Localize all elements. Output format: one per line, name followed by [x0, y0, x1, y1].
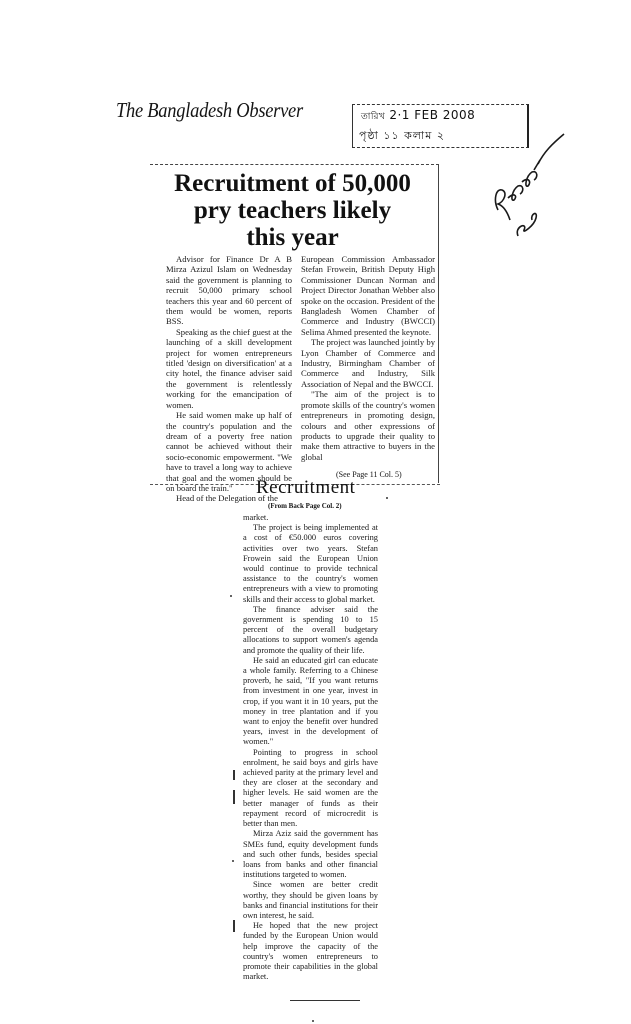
paragraph: European Commission Ambassador Stefan Frowein, British Deputy High Commissioner Duncan Norman and Project Director Jonathan Webber also spoke on the occasion. President of the Bangladesh Women Chamber of Commerce and Industry (BWCCI) Selima Ahmed presented the keynote. — [301, 254, 435, 337]
paragraph: He said an educated girl can educate a whole family. Referring to a Chinese proverb, he said, "If you want returns from investment in one year, invest in crop, if you want it in 10 years, put the money in tree plantation and if you want to enjoy the benefit over hundred years, invest in the development of women." — [243, 655, 378, 747]
headline-line: this year — [246, 224, 339, 251]
paragraph: Advisor for Finance Dr A B Mirza Azizul Islam on Wednesday said the government is planning to recruit 50,000 primary school teachers this year and 60 percent of them would be women, reports BSS. — [166, 254, 292, 327]
paragraph: He said women make up half of the country's population and the dream of a poverty free nation cannot be achieved without their socio-economic empowerment. "We have to travel a long way to achieve that goal and the women should be on board the train." — [166, 410, 292, 493]
scan-speck — [230, 595, 232, 597]
continued-from-line: (From Back Page Col. 2) — [268, 502, 342, 510]
end-rule — [290, 1000, 360, 1001]
scan-speck — [386, 497, 388, 499]
article-headline — [140, 170, 445, 251]
paragraph: market. — [243, 513, 269, 522]
handwritten-signature — [488, 130, 568, 240]
stamp-date-label: তারিখ — [361, 112, 386, 122]
stamp-column-label: কলাম — [404, 129, 433, 142]
paragraph: Speaking as the chief guest at the launching of a skill development project for women entrepreneurs titled 'design on diversification' at a city hotel, the finance adviser said the government is relentlessly working for the emancipation of women. — [166, 326, 292, 410]
continuation-title: Recruitment — [256, 477, 356, 498]
paragraph: Pointing to progress in school enrolment, he said boys and girls have achieved parity at the primary level and they are closer at the secondary and higher levels. He said women are the better manager of funds as their repayment record of microcredit is better than men. — [243, 747, 378, 829]
stamp-column: ২ — [436, 129, 445, 142]
scan-mark — [233, 920, 235, 932]
paragraph: The finance adviser said the government is spending 10 to 15 percent of the overall budgetary allocations to support women's agenda and promote the quality of their life. — [243, 604, 378, 655]
paragraph: Since women are better credit worthy, they should be given loans by banks and financial institutions for their own interest, he said. — [243, 880, 378, 920]
paragraph: He hoped that the new project funded by the European Union would help improve the capacity of the country's women entrepreneurs to promote their capabilities in the global market. — [243, 921, 378, 982]
stamp-page: ১১ — [383, 129, 400, 142]
article-column-2 — [301, 254, 435, 462]
article-column-3 — [243, 513, 378, 982]
scan-speck — [312, 1020, 314, 1022]
scan-speck — [232, 860, 234, 862]
headline-line: Recruitment of 50,000 — [174, 170, 411, 197]
jump-line: (See Page 11 Col. 5) — [336, 470, 402, 479]
paragraph: The project is being implemented at a cost of €50.000 euros covering activities over two years. Stefan Frowein said the European Union would continue to provide technical assistance to the country's women entrepreneurs with a view to promoting skills and their access to global market. — [243, 523, 378, 604]
headline-line: pry teachers likely — [193, 197, 392, 224]
stamp-date: 2·1 FEB 2008 — [389, 108, 476, 122]
article-column-1 — [166, 254, 292, 504]
scan-mark — [233, 790, 235, 804]
stamp-date-row — [361, 108, 475, 124]
newspaper-masthead: The Bangladesh Observer — [116, 98, 303, 122]
paragraph: "The aim of the project is to promote skills of the country's women entrepreneurs in promoting design, colours and other expressions of products to upgrade their quality to make them attractive to buyers in the global — [301, 389, 435, 462]
paragraph: Head of the Delegation of the — [176, 493, 278, 504]
paragraph: The project was launched jointly by Lyon Chamber of Commerce and Industry, Birmingham Chamber of Commerce and Industry, Silk Association of Nepal and the BWCCI. — [301, 337, 435, 389]
stamp-page-row — [359, 127, 445, 146]
scan-mark — [233, 770, 235, 780]
paragraph: Mirza Aziz said the government has SMEs fund, equity development funds and such other funds, besides special loans from banks and other financial institutions targeted to women. — [243, 829, 378, 880]
stamp-page-label: পৃষ্ঠা — [359, 129, 379, 142]
